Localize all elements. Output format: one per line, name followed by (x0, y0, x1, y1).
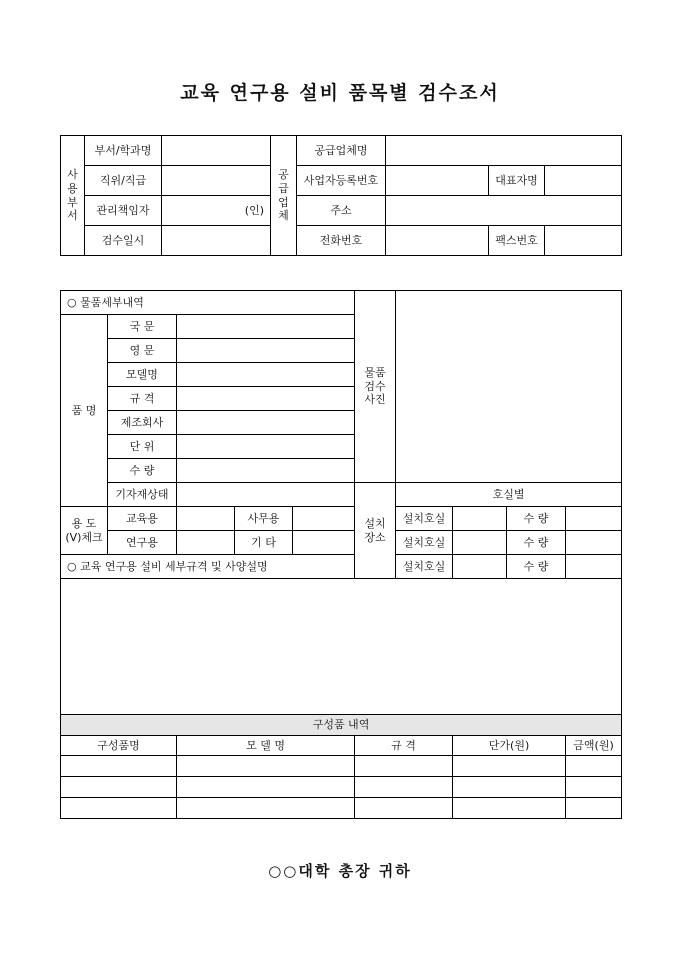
manufacturer-label: 제조회사 (108, 411, 177, 435)
install-room-label: 설치호실 (396, 531, 453, 555)
other-label: 기 타 (235, 531, 293, 555)
room-quantity-label: 수 량 (507, 531, 566, 555)
education-check[interactable] (177, 507, 235, 531)
seal-mark: (인) (244, 203, 264, 217)
manager-field[interactable] (162, 196, 271, 226)
english-name-field[interactable] (177, 339, 355, 363)
install-room-label: 설치호실 (396, 507, 453, 531)
component-unit-price-cell[interactable] (453, 798, 566, 819)
component-row (61, 777, 622, 798)
photo-area[interactable] (396, 291, 622, 483)
component-model-cell[interactable] (177, 798, 355, 819)
component-unit-price-header: 단가(원) (453, 736, 566, 756)
component-spec-cell[interactable] (355, 756, 453, 777)
manager-label: 관리책임자 (85, 196, 162, 226)
room-quantity-field[interactable] (566, 555, 622, 579)
room-quantity-field[interactable] (566, 507, 622, 531)
component-spec-cell[interactable] (355, 777, 453, 798)
room-quantity-field[interactable] (566, 531, 622, 555)
position-label: 직위/직급 (85, 166, 162, 196)
install-location-label: 설치 장소 (355, 483, 396, 579)
component-unit-price-cell[interactable] (453, 756, 566, 777)
supplier-name-field[interactable] (386, 136, 622, 166)
quantity-field[interactable] (177, 459, 355, 483)
spec-label: 규 격 (108, 387, 177, 411)
component-amount-cell[interactable] (566, 798, 622, 819)
supplier-label: 공 급 업 체 (271, 136, 297, 256)
education-label: 교육용 (108, 507, 177, 531)
component-model-cell[interactable] (177, 756, 355, 777)
fax-label: 팩스번호 (489, 226, 545, 256)
other-check[interactable] (293, 531, 355, 555)
dept-name-field[interactable] (162, 136, 271, 166)
by-room-label: 호실별 (396, 483, 622, 507)
item-inspection-table (60, 290, 622, 819)
item-name-label: 품 명 (61, 315, 108, 507)
install-room-field[interactable] (453, 531, 507, 555)
component-row (61, 756, 622, 777)
business-no-field[interactable] (386, 166, 489, 196)
unit-label: 단 위 (108, 435, 177, 459)
using-department-label: 사 용 부 서 (61, 136, 85, 256)
quantity-label: 수 량 (108, 459, 177, 483)
english-name-label: 영 문 (108, 339, 177, 363)
addressee-footer: ○○대학 총장 귀하 (268, 862, 412, 880)
ceo-label: 대표자명 (489, 166, 545, 196)
fax-field[interactable] (545, 226, 622, 256)
item-details-header: ○ 물품세부내역 (61, 291, 355, 315)
component-model-header: 모 델 명 (177, 736, 355, 756)
install-room-field[interactable] (453, 555, 507, 579)
usage-label: 용 도 (V)체크 (61, 507, 108, 555)
korean-name-label: 국 문 (108, 315, 177, 339)
office-label: 사무용 (235, 507, 293, 531)
install-room-label: 설치호실 (396, 555, 453, 579)
phone-field[interactable] (386, 226, 489, 256)
research-check[interactable] (177, 531, 235, 555)
spec-field[interactable] (177, 387, 355, 411)
address-field[interactable] (386, 196, 622, 226)
unit-field[interactable] (177, 435, 355, 459)
component-name-cell[interactable] (61, 777, 177, 798)
material-status-field[interactable] (177, 483, 355, 507)
phone-label: 전화번호 (297, 226, 386, 256)
room-quantity-label: 수 량 (507, 507, 566, 531)
department-supplier-table (60, 135, 622, 256)
spec-description-area[interactable] (61, 579, 622, 715)
component-spec-cell[interactable] (355, 798, 453, 819)
component-name-header: 구성품명 (61, 736, 177, 756)
supplier-name-label: 공급업체명 (297, 136, 386, 166)
office-check[interactable] (293, 507, 355, 531)
components-header: 구성품 내역 (61, 715, 622, 736)
manufacturer-field[interactable] (177, 411, 355, 435)
component-amount-header: 금액(원) (566, 736, 622, 756)
component-amount-cell[interactable] (566, 777, 622, 798)
dept-name-label: 부서/학과명 (85, 136, 162, 166)
ceo-field[interactable] (545, 166, 622, 196)
business-no-label: 사업자등록번호 (297, 166, 386, 196)
inspection-date-field[interactable] (162, 226, 271, 256)
korean-name-field[interactable] (177, 315, 355, 339)
address-label: 주소 (297, 196, 386, 226)
install-room-field[interactable] (453, 507, 507, 531)
page-title: 교육 연구용 설비 품목별 검수조서 (180, 82, 500, 104)
inspection-date-label: 검수일시 (85, 226, 162, 256)
research-label: 연구용 (108, 531, 177, 555)
component-row (61, 798, 622, 819)
position-field[interactable] (162, 166, 271, 196)
component-model-cell[interactable] (177, 777, 355, 798)
spec-description-header: ○ 교육 연구용 설비 세부규격 및 사양설명 (61, 555, 355, 579)
component-unit-price-cell[interactable] (453, 777, 566, 798)
component-name-cell[interactable] (61, 756, 177, 777)
model-field[interactable] (177, 363, 355, 387)
material-status-label: 기자재상태 (108, 483, 177, 507)
component-amount-cell[interactable] (566, 756, 622, 777)
model-label: 모델명 (108, 363, 177, 387)
component-spec-header: 규 격 (355, 736, 453, 756)
photo-label: 물품 검수 사진 (355, 291, 396, 483)
room-quantity-label: 수 량 (507, 555, 566, 579)
component-name-cell[interactable] (61, 798, 177, 819)
